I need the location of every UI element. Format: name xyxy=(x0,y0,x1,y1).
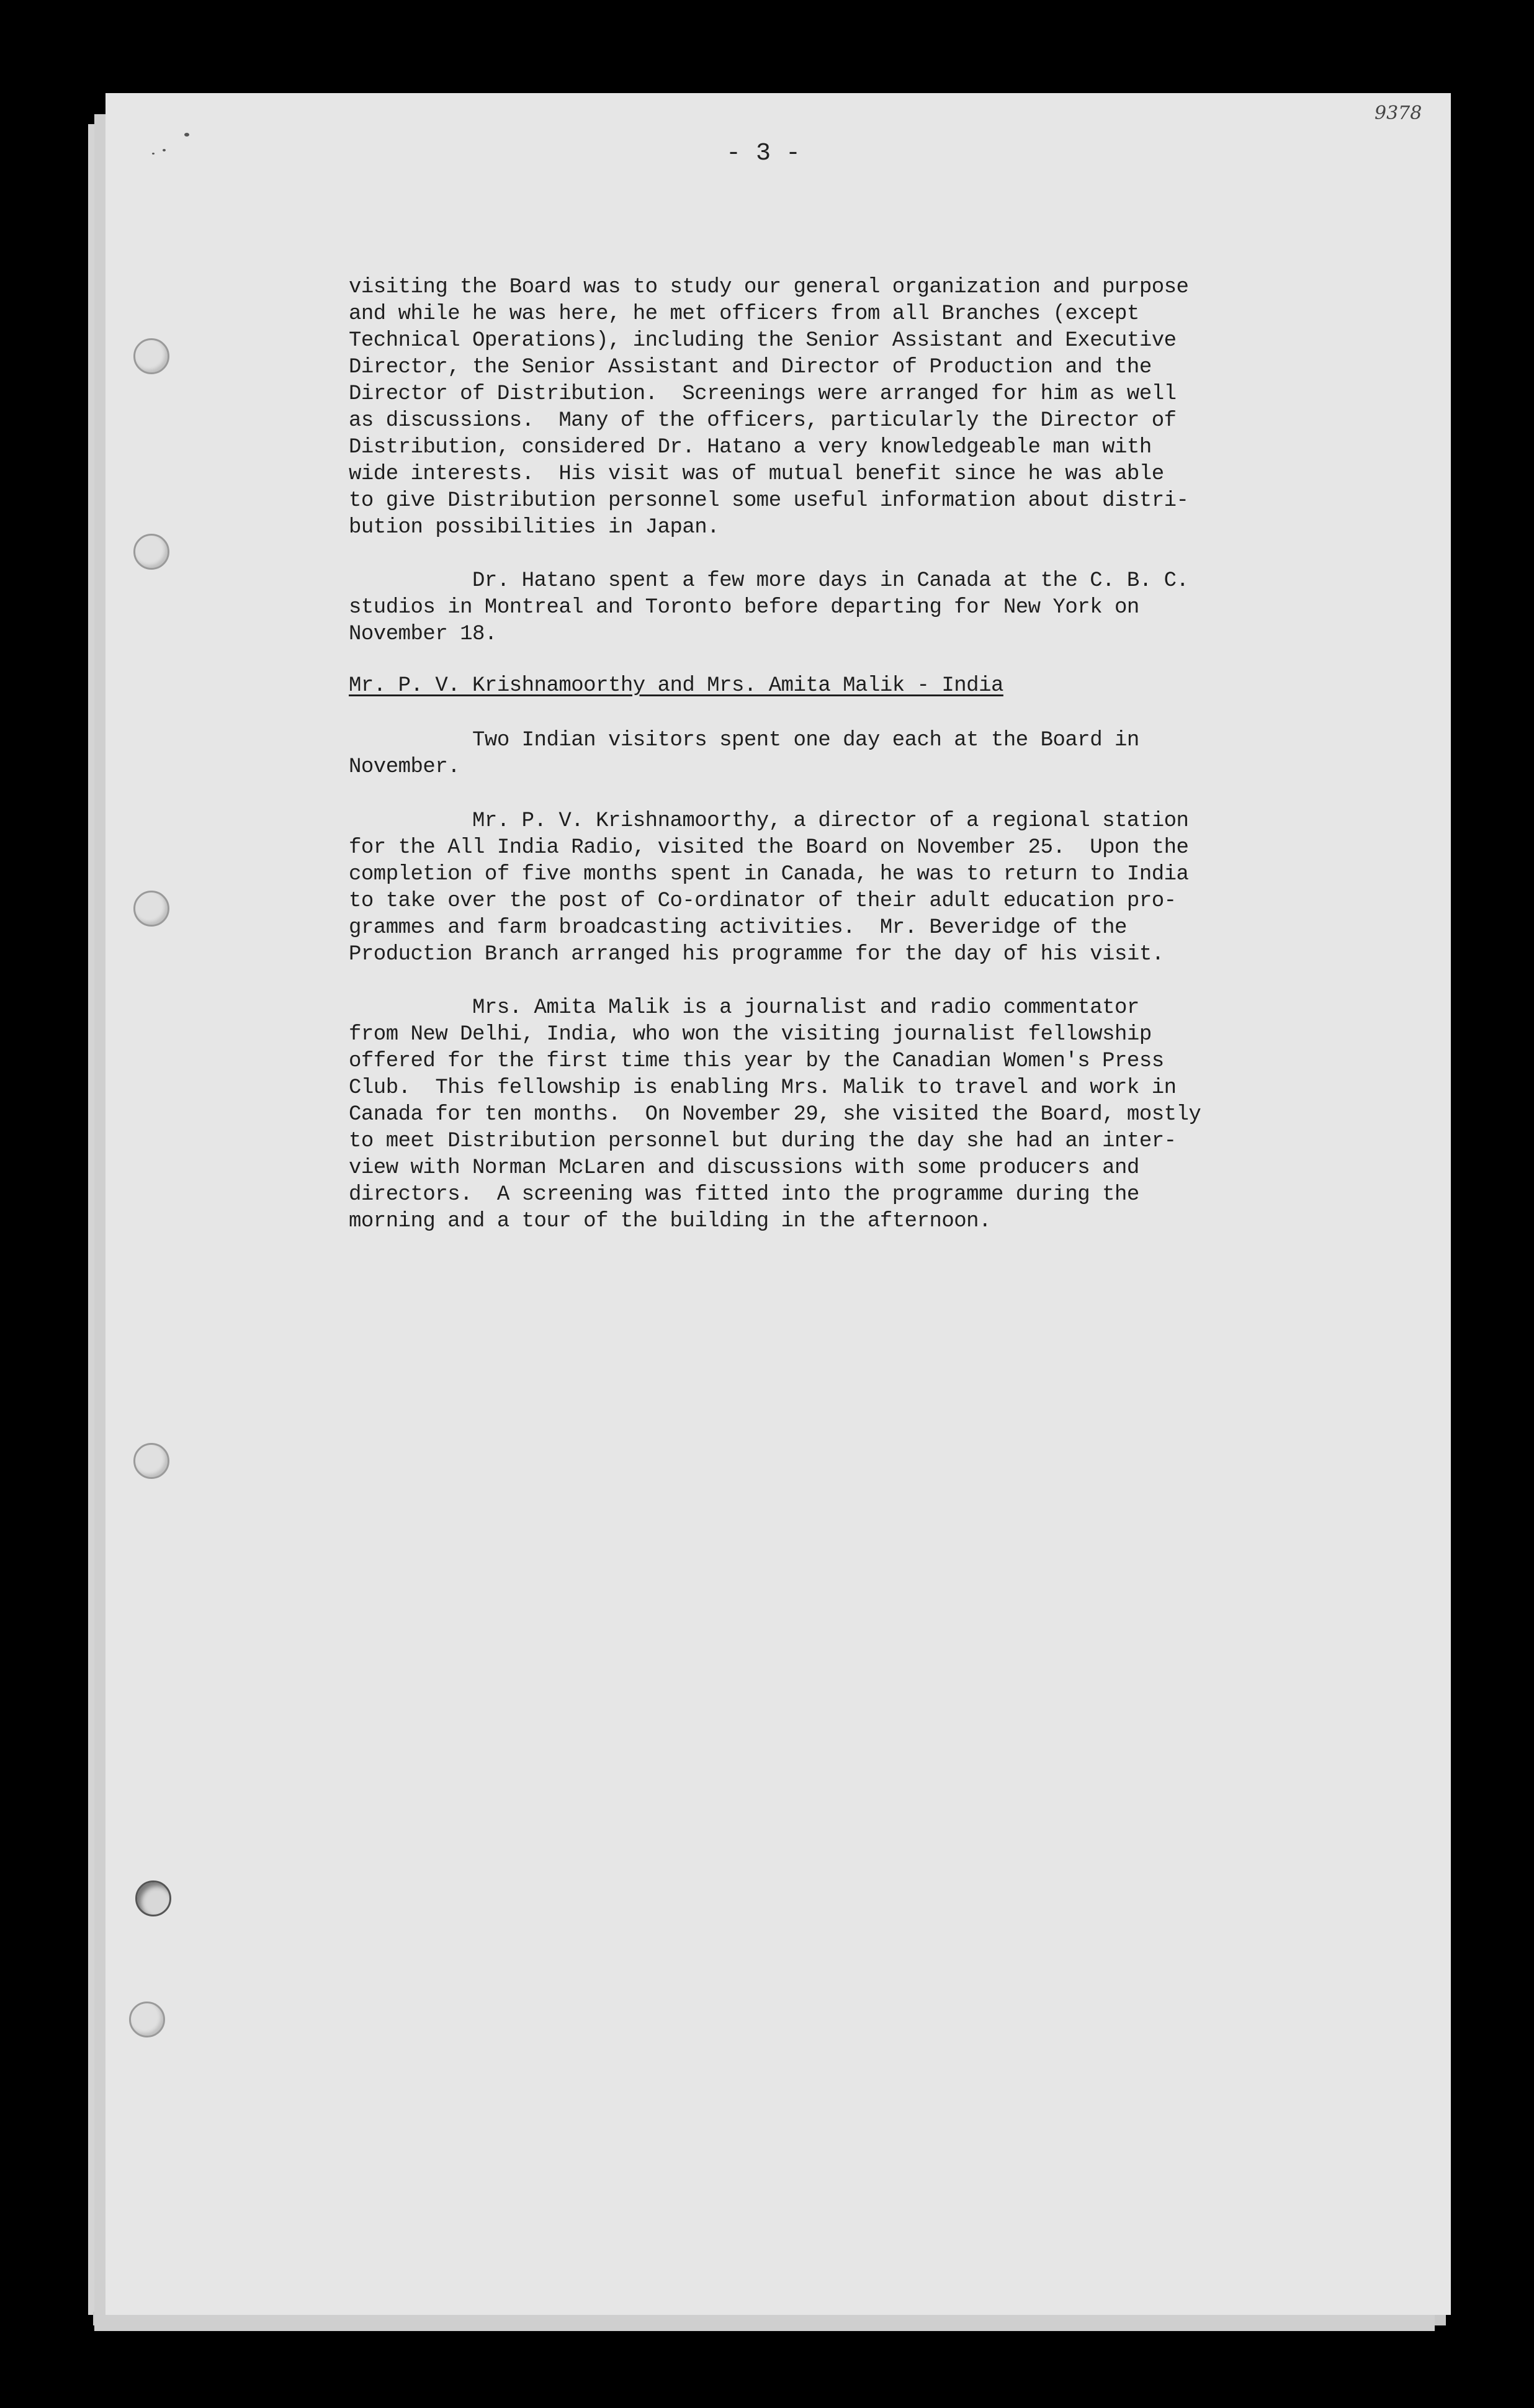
punch-hole xyxy=(133,338,169,374)
paragraph-indian-visitors: Two Indian visitors spent one day each at the Board in November. xyxy=(349,729,1139,779)
page-number: - 3 - xyxy=(726,140,801,168)
punch-hole xyxy=(133,1443,169,1479)
punch-hole xyxy=(129,2001,165,2037)
ink-speck xyxy=(184,133,189,137)
archive-number: 9378 xyxy=(1375,102,1422,124)
punch-hole xyxy=(133,891,169,927)
ink-speck xyxy=(163,149,166,151)
paragraph-malik: Mrs. Amita Malik is a journalist and radio commentator from New Delhi, India, who won the visiting journalist fellowship offered for the first time this year by the Canadian Women's Press Club. This fellowship is enabling Mrs. Malik to travel and work in Canada for ten months. On November 29, she visited the Board, mostly to meet Distribution personnel but during the day she had an inter- view with Norman McLaren and discussions with some producers and directors. A screening was fitted into the programme during the morning and a tour of the building in the afternoon. xyxy=(349,996,1201,1233)
paragraph-hatano-departure: Dr. Hatano spent a few more days in Canada at the C. B. C. studios in Montreal and Toronto before departing for New York on November 18. xyxy=(349,569,1189,646)
paragraph-krishnamoorthy: Mr. P. V. Krishnamoorthy, a director of a regional station for the All India Radio, visited the Board on November 25. Upon the completion of five months spent in Canada, he was to return to India to take over the post of Co-ordinator of their adult education pro- grammes and farm broadcasting activities. Mr. Beveridge of the Production Branch arranged his programme for the day of his visit. xyxy=(349,809,1189,966)
punch-hole xyxy=(135,1880,171,1916)
page-left-edge xyxy=(88,124,107,2315)
punch-hole xyxy=(133,534,169,570)
paragraph-hatano-visit: visiting the Board was to study our general organization and purpose and while he was here, he met officers from all Branches (except Technical Operations), including the Senior Assistant and Executive Director, the Senior Assistant and Director of Production and the Director of Distribution. Screenings were arranged for him as well as discussions. Many of the officers, particularly the Director of Distribution, considered Dr. Hatano a very knowledgeable man with wide interests. His visit was of mutual benefit since he was able to give Distribution personnel some useful information about distri- bution possibilities in Japan. xyxy=(349,276,1189,539)
section-heading: Mr. P. V. Krishnamoorthy and Mrs. Amita Malik - India xyxy=(349,674,1003,698)
ink-speck xyxy=(152,153,155,155)
